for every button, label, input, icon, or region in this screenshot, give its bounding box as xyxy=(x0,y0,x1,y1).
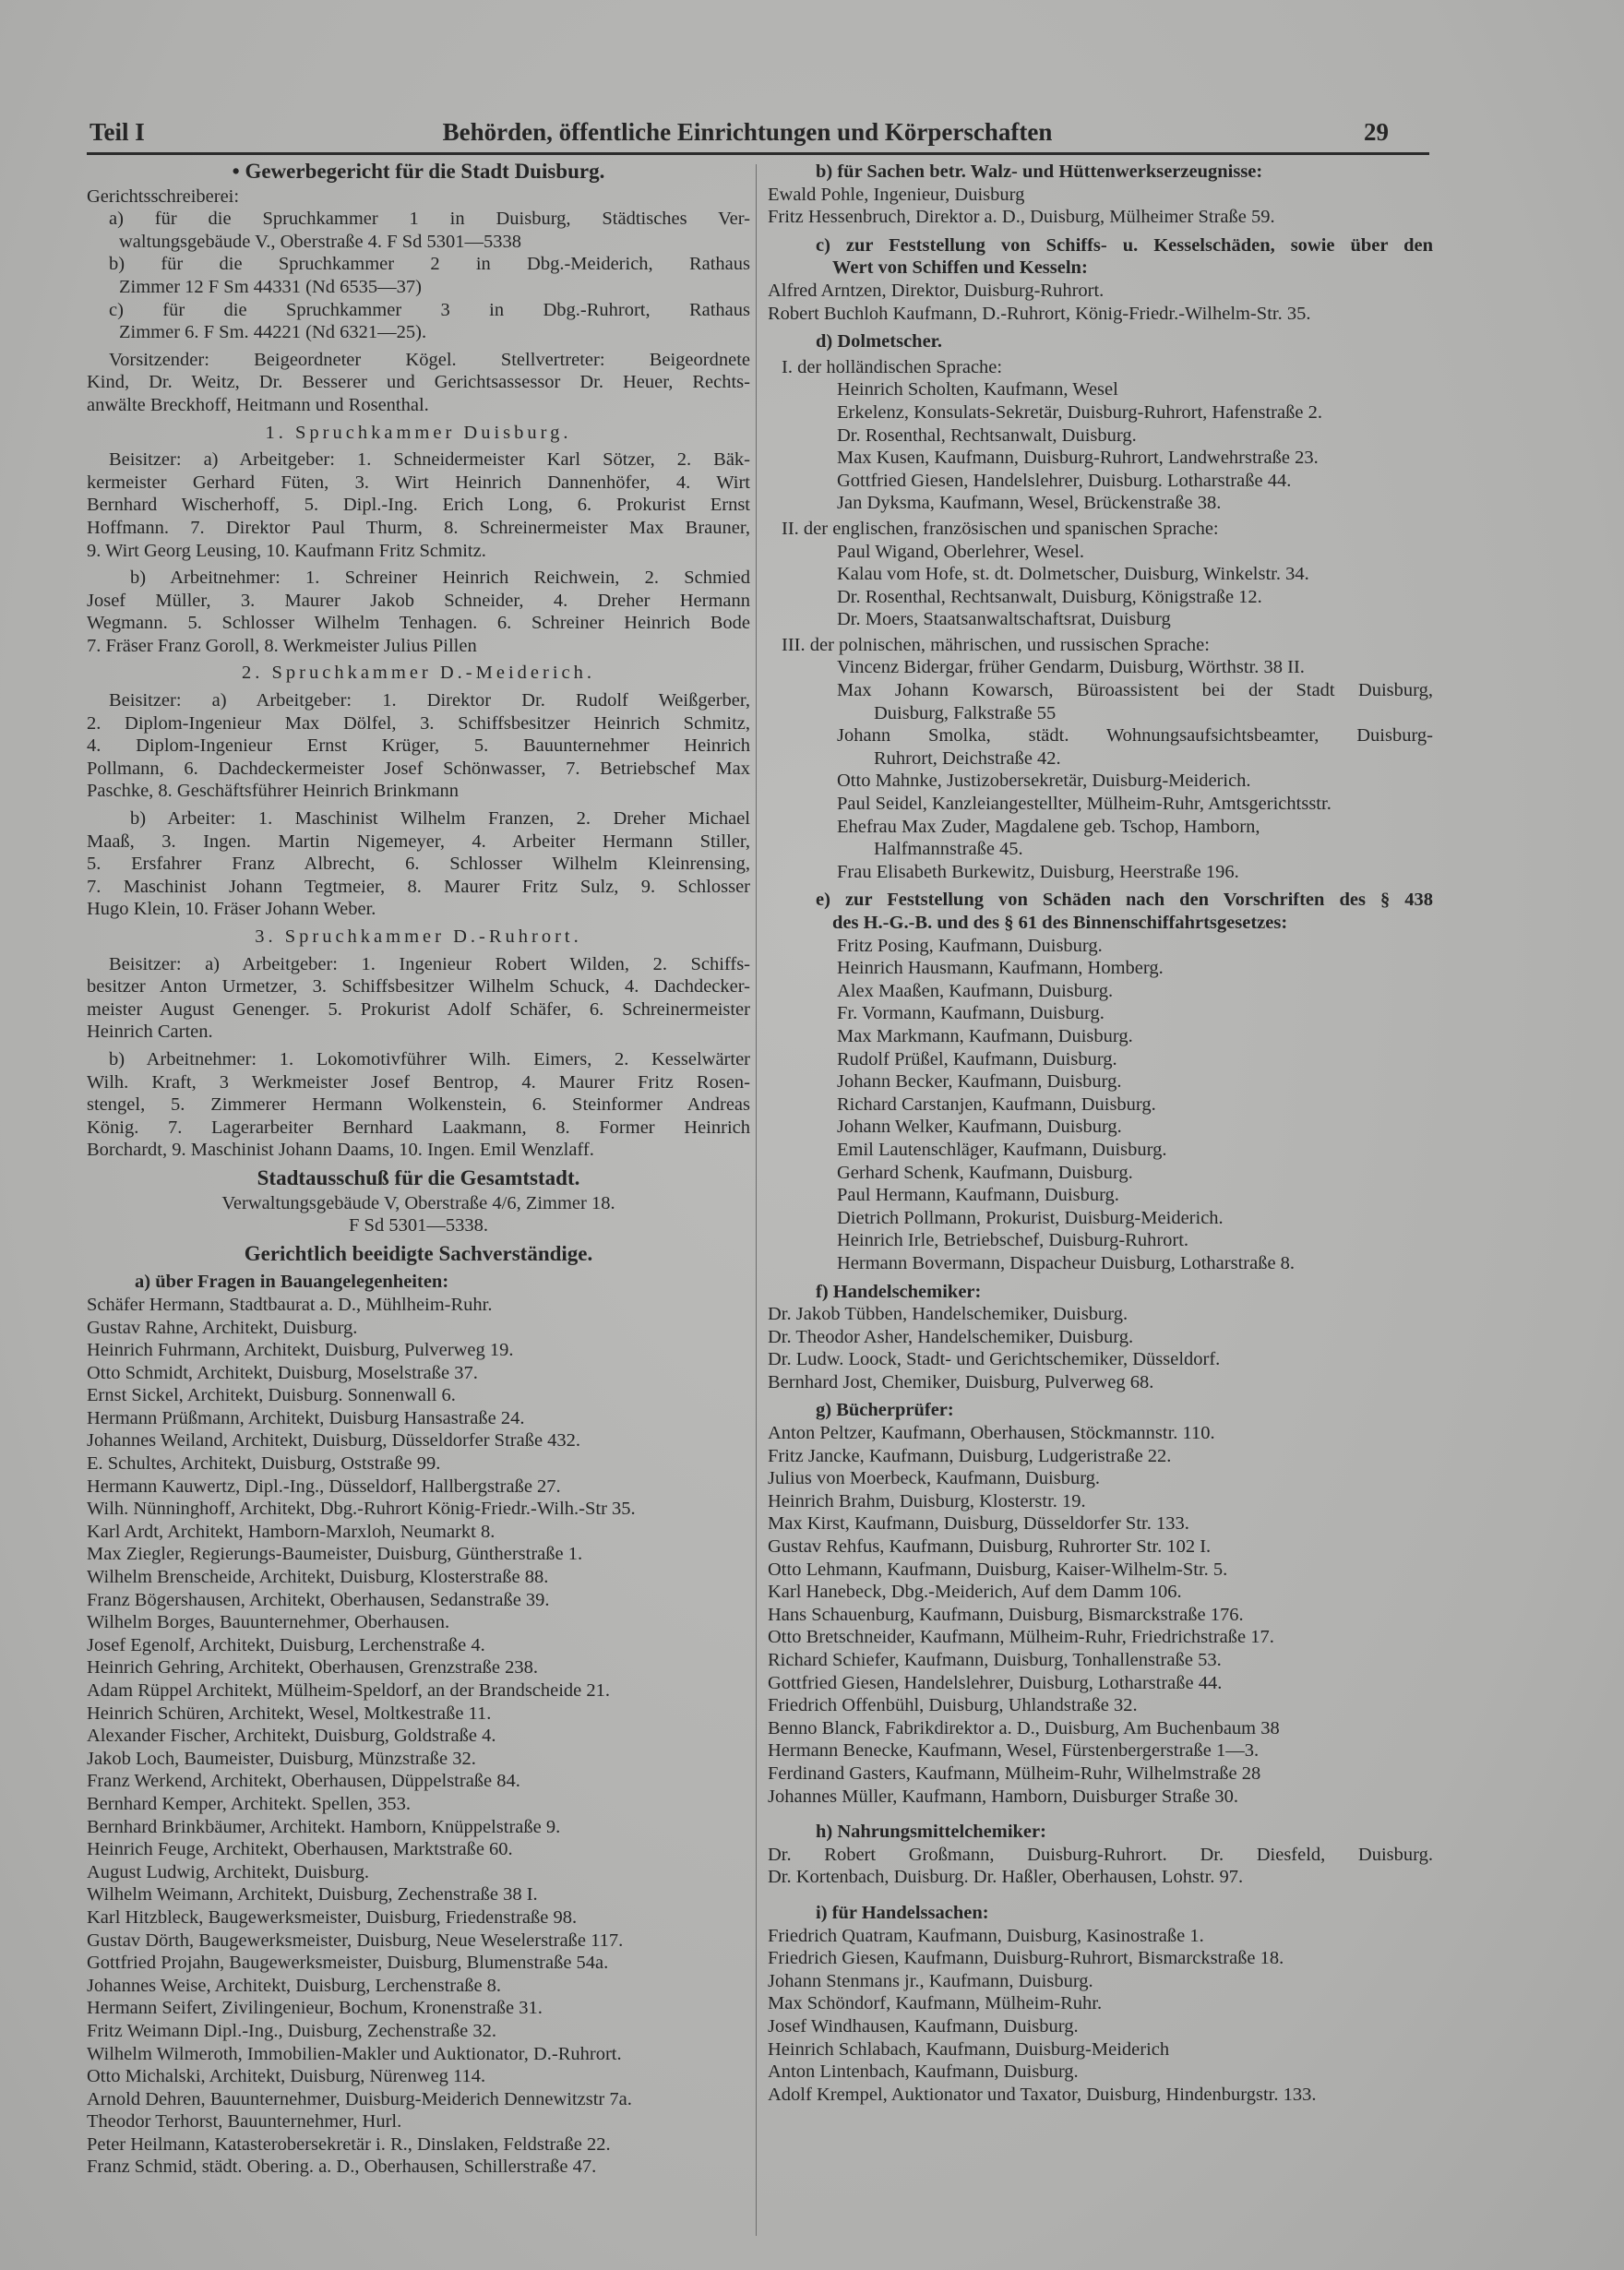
text-line: Josef Windhausen, Kaufmann, Duisburg. xyxy=(768,2015,1079,2037)
list-item: Dr. Rosenthal, Rechtsanwalt, Duisburg. xyxy=(837,424,1137,446)
list-item: Max Markmann, Kaufmann, Duisburg. xyxy=(837,1025,1133,1046)
list-item: Gerhard Schenk, Kaufmann, Duisburg. xyxy=(837,1162,1133,1183)
text-line: Hermann Seifert, Zivilingenieur, Bochum, Kronenstraße 31. xyxy=(87,1998,543,2019)
text-line: Gottfried Giesen, Handelslehrer, Duisburg, Lotharstraße 44. xyxy=(768,1672,1223,1693)
text-line: anwälte Breckhoff, Heitmann und Rosenthal. xyxy=(87,394,429,415)
list-item: Erkelenz, Konsulats-Sekretär, Duisburg-Ruhrort, Hafenstraße 2. xyxy=(837,401,1322,423)
text-line: Wilh. Kraft, 3 Werkmeister Josef Bentrop, 4. Maurer Fritz Rosen- xyxy=(87,1071,750,1093)
list-item: b) für die Spruchkammer 2 in Dbg.-Meiderich, Rathaus xyxy=(109,254,750,275)
text-line: Ernst Sickel, Architekt, Duisburg. Sonnenwall 6. xyxy=(87,1385,456,1406)
list-item-cont: Zimmer 12 F Sm 44331 (Nd 6535—37) xyxy=(119,276,422,297)
list-item: Hermann Bovermann, Dispacheur Duisburg, Lotharstraße 8. xyxy=(837,1252,1296,1273)
subsection-heading-cont: des H.-G.-B. und des § 61 des Binnenschiffahrtsgesetzes: xyxy=(832,913,1288,933)
subsection-heading: h) Nahrungsmittelchemiker: xyxy=(816,1822,1046,1843)
text-line: 5. Ersfahrer Franz Albrecht, 6. Schlosser Wilhelm Kleinrensing, xyxy=(87,854,750,875)
text-line: 4. Diplom-Ingenieur Ernst Krüger, 5. Bauunternehmer Heinrich xyxy=(87,735,750,757)
text-line: Gustav Rehfus, Kaufmann, Duisburg, Ruhrorter Str. 102 I. xyxy=(768,1536,1212,1558)
text-line: Wilhelm Wilmeroth, Immobilien-Makler und Auktionator, D.-Ruhrort. xyxy=(87,2043,622,2064)
text-line: Richard Schiefer, Kaufmann, Duisburg, Tonhallenstraße 53. xyxy=(768,1650,1222,1670)
text-line: Wilhelm Weimann, Architekt, Duisburg, Zechenstraße 38 I. xyxy=(87,1884,538,1906)
subsection-heading: g) Bücherprüfer: xyxy=(816,1400,954,1421)
text-line: Franz Schmid, städt. Obering. a. D., Oberhausen, Schillerstraße 47. xyxy=(87,2156,597,2178)
text-line: Bernhard Wischerhoff, 5. Dipl.-Ing. Erich Long, 6. Prokurist Ernst xyxy=(87,495,750,516)
running-title: Behörden, öffentliche Einrichtungen und Körperschaften xyxy=(442,118,1053,146)
text-line: Karl Hitzbleck, Baugewerksmeister, Duisburg, Friedenstraße 98. xyxy=(87,1906,578,1928)
language-heading: I. der holländischen Sprache: xyxy=(782,356,1003,377)
paragraph-start: Beisitzer: a) Arbeitgeber: 1. Schneidermeister Karl Sötzer, 2. Bäk- xyxy=(109,449,750,471)
text-line: Bernhard Kemper, Architekt. Spellen, 353. xyxy=(87,1793,412,1814)
list-item: Rudolf Prüßel, Kaufmann, Duisburg. xyxy=(837,1048,1117,1069)
text-line: Paschke, 8. Geschäftsführer Heinrich Brinkmann xyxy=(87,781,460,802)
list-item: Otto Mahnke, Justizobersekretär, Duisburg-Meiderich. xyxy=(837,771,1251,792)
text-line: Wegmann. 5. Schlosser Wilhelm Tenhagen. 6. Schreiner Heinrich Bode xyxy=(87,613,750,634)
list-item: Fr. Vormann, Kaufmann, Duisburg. xyxy=(837,1003,1105,1024)
text-line: Maaß, 3. Ingen. Martin Nigemeyer, 4. Arbeiter Hermann Stiller, xyxy=(87,830,750,852)
language-heading: II. der englischen, französischen und spanischen Sprache: xyxy=(782,518,1219,539)
list-item: Vincenz Bidergar, früher Gendarm, Duisburg, Wörthstr. 38 II. xyxy=(837,657,1305,678)
text-line: Ferdinand Gasters, Kaufmann, Mülheim-Ruhr, Wilhelmstraße 28 xyxy=(768,1762,1261,1784)
centered-line: Verwaltungsgebäude V, Oberstraße 4/6, Zimmer 18. xyxy=(221,1192,615,1213)
text-line: Otto Michalski, Architekt, Duisburg, Nürenweg 114. xyxy=(87,2066,486,2087)
text-line: Hermann Benecke, Kaufmann, Wesel, Fürstenbergerstraße 1—3. xyxy=(768,1740,1260,1762)
text-line: August Ludwig, Architekt, Duisburg. xyxy=(87,1861,369,1882)
list-item: Dr. Moers, Staatsanwaltschaftsrat, Duisburg xyxy=(837,609,1171,630)
text-line: Otto Bretschneider, Kaufmann, Mülheim-Ruhr, Friedrichstraße 17. xyxy=(768,1627,1274,1648)
text-line: Dr. Kortenbach, Duisburg. Dr. Haßler, Oberhausen, Lohstr. 97. xyxy=(768,1867,1244,1888)
text-line: Bernhard Brinkbäumer, Architekt. Hamborn, Knüppelstraße 9. xyxy=(87,1816,561,1837)
text-line: E. Schultes, Architekt, Duisburg, Oststraße 99. xyxy=(87,1453,441,1475)
text-line: Josef Egenolf, Architekt, Duisburg, Lerchenstraße 4. xyxy=(87,1634,485,1655)
text-line: 7. Fräser Franz Goroll, 8. Werkmeister Julius Pillen xyxy=(87,635,477,656)
text-line: Dr. Robert Großmann, Duisburg-Ruhrort. Dr. Diesfeld, Duisburg. xyxy=(768,1844,1433,1865)
text-line: Gerichtsschreiberei: xyxy=(87,185,240,207)
list-item: Heinrich Scholten, Kaufmann, Wesel xyxy=(837,379,1118,400)
text-line: Ewald Pohle, Ingenieur, Duisburg xyxy=(768,184,1025,205)
list-item: Johann Becker, Kaufmann, Duisburg. xyxy=(837,1071,1122,1093)
text-line: Benno Blanck, Fabrikdirektor a. D., Duisburg, Am Buchenbaum 38 xyxy=(768,1717,1280,1738)
text-line: Friedrich Quatram, Kaufmann, Duisburg, Kasinostraße 1. xyxy=(768,1925,1204,1946)
text-line: Heinrich Feuge, Architekt, Oberhausen, Marktstraße 60. xyxy=(87,1839,513,1860)
text-line: Heinrich Schlabach, Kaufmann, Duisburg-Meiderich xyxy=(768,2038,1170,2060)
list-item: Richard Carstanjen, Kaufmann, Duisburg. xyxy=(837,1093,1156,1115)
subsection-heading-cont: Wert von Schiffen und Kesseln: xyxy=(832,257,1088,279)
column-divider xyxy=(756,164,757,2236)
list-item-cont: Ruhrort, Deichstraße 42. xyxy=(874,747,1061,769)
list-item: Heinrich Hausmann, Kaufmann, Homberg. xyxy=(837,958,1164,979)
text-line: Wilhelm Brenscheide, Architekt, Duisburg, Klosterstraße 88. xyxy=(87,1567,549,1588)
right-column xyxy=(768,155,1433,2106)
text-line: Pollmann, 6. Dachdeckermeister Josef Schönwasser, 7. Betriebschef Max xyxy=(87,758,750,779)
section-heading: Stadtausschuß für die Gesamtstadt. xyxy=(257,1165,580,1189)
paragraph-start: b) Arbeitnehmer: 1. Lokomotivführer Wilh. Eimers, 2. Kesselwärter xyxy=(109,1048,750,1069)
list-item-cont: Zimmer 6. F Sm. 44221 (Nd 6321—25). xyxy=(119,322,427,343)
text-line: Hoffmann. 7. Direktor Paul Thurm, 8. Schreinermeister Max Brauner, xyxy=(87,517,750,538)
text-line: Otto Lehmann, Kaufmann, Duisburg, Kaiser-Wilhelm-Str. 5. xyxy=(768,1559,1228,1580)
paragraph-start: Beisitzer: a) Arbeitgeber: 1. Direktor Dr. Rudolf Weißgerber, xyxy=(109,690,750,711)
part-label: Teil I xyxy=(90,118,145,146)
text-line: Hermann Kauwertz, Dipl.-Ing., Düsseldorf, Hallbergstraße 27. xyxy=(87,1476,561,1497)
left-column xyxy=(87,155,750,2179)
text-line: Peter Heilmann, Katasterobersekretär i. R., Dinslaken, Feldstraße 22. xyxy=(87,2133,611,2155)
text-line: Wilh. Nünninghoff, Architekt, Dbg.-Ruhrort König-Friedr.-Wilh.-Str 35. xyxy=(87,1499,636,1520)
text-line: Alexander Fischer, Architekt, Duisburg, Goldstraße 4. xyxy=(87,1726,496,1747)
text-line: Julius von Moerbeck, Kaufmann, Duisburg. xyxy=(768,1468,1101,1489)
text-line: Otto Schmidt, Architekt, Duisburg, Moselstraße 37. xyxy=(87,1362,478,1383)
text-line: Alfred Arntzen, Direktor, Duisburg-Ruhrort. xyxy=(768,280,1105,301)
text-line: Gustav Rahne, Architekt, Duisburg. xyxy=(87,1317,358,1338)
text-line: König. 7. Lagerarbeiter Bernhard Laakmann, 8. Former Heinrich xyxy=(87,1117,750,1138)
text-line: Robert Buchloh Kaufmann, D.-Ruhrort, König-Friedr.-Wilhelm-Str. 35. xyxy=(768,303,1311,324)
section-heading: • Gewerbegericht für die Stadt Duisburg. xyxy=(232,160,605,183)
text-line: Heinrich Schüren, Architekt, Wesel, Moltkestraße 11. xyxy=(87,1702,492,1724)
centered-line: F Sd 5301—5338. xyxy=(349,1215,488,1237)
paragraph-start: b) Arbeiter: 1. Maschinist Wilhelm Franzen, 2. Dreher Michael xyxy=(130,808,750,830)
text-line: Gustav Dörth, Baugewerksmeister, Duisburg, Neue Weselerstraße 117. xyxy=(87,1930,624,1951)
text-line: Adam Rüppel Architekt, Mülheim-Speldorf, an der Brandscheide 21. xyxy=(87,1680,611,1701)
list-item: Gottfried Giesen, Handelslehrer, Duisburg. Lotharstraße 44. xyxy=(837,470,1292,491)
list-item: Alex Maaßen, Kaufmann, Duisburg. xyxy=(837,980,1114,1001)
page-number: 29 xyxy=(1364,118,1389,146)
text-line: Max Schöndorf, Kaufmann, Mülheim-Ruhr. xyxy=(768,1993,1103,2014)
list-item: Johann Smolka, städt. Wohnungsaufsichtsbeamter, Duisburg- xyxy=(837,725,1433,747)
list-item: Emil Lautenschläger, Kaufmann, Duisburg. xyxy=(837,1139,1167,1160)
text-line: Johannes Weise, Architekt, Duisburg, Lerchenstraße 8. xyxy=(87,1975,502,1996)
subsection-heading: e) zur Feststellung von Schäden nach den Vorschriften des § 438 xyxy=(816,890,1433,911)
text-line: Dr. Theodor Asher, Handelschemiker, Duisburg. xyxy=(768,1326,1134,1347)
list-item-cont: waltungsgebäude V., Oberstraße 4. F Sd 5301—5338 xyxy=(119,231,521,252)
list-item: a) für die Spruchkammer 1 in Duisburg, Städtisches Ver- xyxy=(109,209,750,230)
paragraph-start: Beisitzer: a) Arbeitgeber: 1. Ingenieur Robert Wilden, 2. Schiffs- xyxy=(109,953,750,974)
text-line: Friedrich Giesen, Kaufmann, Duisburg-Ruhrort, Bismarckstraße 18. xyxy=(768,1948,1284,1969)
list-item-cont: Duisburg, Falkstraße 55 xyxy=(874,702,1057,723)
list-item: Paul Wigand, Oberlehrer, Wesel. xyxy=(837,541,1085,562)
text-line: Theodor Terhorst, Bauunternehmer, Hurl. xyxy=(87,2111,402,2133)
list-item: Heinrich Irle, Betriebschef, Duisburg-Ruhrort. xyxy=(837,1230,1189,1251)
text-line: Josef Müller, 3. Maurer Jakob Schneider, 4. Dreher Hermann xyxy=(87,590,750,611)
text-line: Gottfried Projahn, Baugewerksmeister, Duisburg, Blumenstraße 54a. xyxy=(87,1953,609,1974)
text-line: Dr. Jakob Tübben, Handelschemiker, Duisburg. xyxy=(768,1304,1128,1325)
list-item: Dietrich Pollmann, Prokurist, Duisburg-Meiderich. xyxy=(837,1207,1224,1228)
list-item: Dr. Rosenthal, Rechtsanwalt, Duisburg, Königstraße 12. xyxy=(837,586,1262,607)
list-item: Kalau vom Hofe, st. dt. Dolmetscher, Duisburg, Winkelstr. 34. xyxy=(837,564,1309,585)
language-heading: III. der polnischen, mährischen, und russischen Sprache: xyxy=(782,634,1210,655)
list-item: Fritz Posing, Kaufmann, Duisburg. xyxy=(837,935,1103,956)
list-item: Paul Hermann, Kaufmann, Duisburg. xyxy=(837,1185,1119,1206)
text-line: meister August Genenger. 5. Prokurist Adolf Schäfer, 6. Schreinermeister xyxy=(87,998,750,1020)
text-line: Jakob Loch, Baumeister, Duisburg, Münzstraße 32. xyxy=(87,1748,476,1769)
text-line: besitzer Anton Urmetzer, 3. Schiffsbesitzer Wilhelm Schuck, 4. Dachdecker- xyxy=(87,976,750,998)
text-line: Hugo Klein, 10. Fräser Johann Weber. xyxy=(87,899,376,920)
text-line: Heinrich Gehring, Architekt, Oberhausen, Grenzstraße 238. xyxy=(87,1657,538,1679)
subsection-heading: a) über Fragen in Bauangelegenheiten: xyxy=(135,1272,449,1293)
text-line: Fritz Hessenbruch, Direktor a. D., Duisburg, Mülheimer Straße 59. xyxy=(768,207,1275,228)
text-line: Anton Peltzer, Kaufmann, Oberhausen, Stöckmannstr. 110. xyxy=(768,1423,1215,1444)
subsection-heading: i) für Handelssachen: xyxy=(816,1902,989,1923)
subsection-heading: d) Dolmetscher. xyxy=(816,331,943,352)
text-line: Arnold Dehren, Bauunternehmer, Duisburg-Meiderich Dennewitzstr 7a. xyxy=(87,2088,632,2109)
section-heading: Gerichtlich beeidigte Sachverständige. xyxy=(244,1241,593,1265)
text-line: Dr. Ludw. Loock, Stadt- und Gerichtschemiker, Düsseldorf. xyxy=(768,1349,1221,1370)
text-line: Friedrich Offenbühl, Duisburg, Uhlandstraße 32. xyxy=(768,1695,1138,1716)
text-line: Johannes Weiland, Architekt, Duisburg, Düsseldorfer Straße 432. xyxy=(87,1430,581,1452)
text-line: Karl Ardt, Architekt, Hamborn-Marxloh, Neumarkt 8. xyxy=(87,1521,496,1542)
text-line: Hermann Prüßmann, Architekt, Duisburg Hansastraße 24. xyxy=(87,1407,525,1428)
text-line: 7. Maschinist Johann Tegtmeier, 8. Maurer Fritz Sulz, 9. Schlosser xyxy=(87,876,750,897)
text-line: Schäfer Hermann, Stadtbaurat a. D., Mühlheim-Ruhr. xyxy=(87,1294,493,1315)
text-line: Franz Werkend, Architekt, Oberhausen, Düppelstraße 84. xyxy=(87,1771,520,1792)
text-line: Fritz Jancke, Kaufmann, Duisburg, Ludgeristraße 22. xyxy=(768,1445,1172,1466)
text-line: Max Kirst, Kaufmann, Duisburg, Düsseldorfer Str. 133. xyxy=(768,1513,1189,1535)
list-item: c) für die Spruchkammer 3 in Dbg.-Ruhrort, Rathaus xyxy=(109,299,750,320)
text-line: Wilhelm Borges, Bauunternehmer, Oberhausen. xyxy=(87,1612,450,1633)
text-line: Hans Schauenburg, Kaufmann, Duisburg, Bismarckstraße 176. xyxy=(768,1604,1244,1625)
list-item: Ehefrau Max Zuder, Magdalene geb. Tschop, Hamborn, xyxy=(837,816,1260,837)
text-line: Borchardt, 9. Maschinist Johann Daams, 10. Ingen. Emil Wenzlaff. xyxy=(87,1140,594,1161)
text-line: stengel, 5. Zimmerer Hermann Wolkenstein, 6. Steinformer Andreas xyxy=(87,1094,750,1116)
text-line: Johannes Müller, Kaufmann, Hamborn, Duisburger Straße 30. xyxy=(768,1786,1239,1807)
text-line: Fritz Weimann Dipl.-Ing., Duisburg, Zechenstraße 32. xyxy=(87,2020,496,2041)
text-line: Karl Hanebeck, Dbg.-Meiderich, Auf dem Damm 106. xyxy=(768,1582,1182,1603)
chamber-heading: 3. Spruchkammer D.-Ruhrort. xyxy=(255,926,582,947)
list-item-cont: Halfmannstraße 45. xyxy=(874,839,1023,860)
paragraph-start: b) Arbeitnehmer: 1. Schreiner Heinrich Reichwein, 2. Schmied xyxy=(130,568,750,589)
text-line: Adolf Krempel, Auktionator und Taxator, Duisburg, Hindenburgstr. 133. xyxy=(768,2084,1317,2105)
chamber-heading: 2. Spruchkammer D.-Meiderich. xyxy=(242,663,595,684)
list-item: Max Johann Kowarsch, Büroassistent bei der Stadt Duisburg, xyxy=(837,680,1433,701)
text-line: Heinrich Fuhrmann, Architekt, Duisburg, Pulverweg 19. xyxy=(87,1340,514,1361)
list-item: Jan Dyksma, Kaufmann, Wesel, Brückenstraße 38. xyxy=(837,493,1222,514)
subsection-heading: c) zur Feststellung von Schiffs- u. Kesselschäden, sowie über den xyxy=(816,234,1433,256)
text-line: Heinrich Brahm, Duisburg, Klosterstr. 19. xyxy=(768,1490,1086,1511)
text-line: Bernhard Jost, Chemiker, Duisburg, Pulverweg 68. xyxy=(768,1371,1154,1392)
list-item: Max Kusen, Kaufmann, Duisburg-Ruhrort, Landwehrstraße 23. xyxy=(837,448,1319,469)
list-item: Paul Seidel, Kanzleiangestellter, Mülheim-Ruhr, Amtsgerichtsstr. xyxy=(837,794,1331,815)
text-line: 2. Diplom-Ingenieur Max Dölfel, 3. Schiffsbesitzer Heinrich Schmitz, xyxy=(87,712,750,734)
text-line: kermeister Gerhard Füten, 3. Wirt Heinrich Dannenhöfer, 4. Wirt xyxy=(87,472,750,493)
text-line: Kind, Dr. Weitz, Dr. Besserer und Gerichtsassessor Dr. Heuer, Rechts- xyxy=(87,372,750,393)
list-item: Johann Welker, Kaufmann, Duisburg. xyxy=(837,1117,1122,1138)
text-line: Heinrich Carten. xyxy=(87,1022,213,1043)
paragraph-start: Vorsitzender: Beigeordneter Kögel. Stellvertreter: Beigeordnete xyxy=(109,349,750,370)
text-line: Franz Bögershausen, Architekt, Oberhausen, Sedanstraße 39. xyxy=(87,1589,550,1610)
text-line: 9. Wirt Georg Leusing, 10. Kaufmann Fritz Schmitz. xyxy=(87,540,486,561)
list-item: Frau Elisabeth Burkewitz, Duisburg, Heerstraße 196. xyxy=(837,861,1239,882)
subsection-heading: f) Handelschemiker: xyxy=(816,1281,982,1302)
text-line: Anton Lintenbach, Kaufmann, Duisburg. xyxy=(768,2061,1079,2083)
text-line: Johann Stenmans jr., Kaufmann, Duisburg. xyxy=(768,1970,1093,1991)
subsection-heading: b) für Sachen betr. Walz- und Hüttenwerkserzeugnisse: xyxy=(816,161,1263,182)
text-line: Max Ziegler, Regierungs-Baumeister, Duisburg, Güntherstraße 1. xyxy=(87,1544,583,1565)
chamber-heading: 1. Spruchkammer Duisburg. xyxy=(265,422,572,443)
